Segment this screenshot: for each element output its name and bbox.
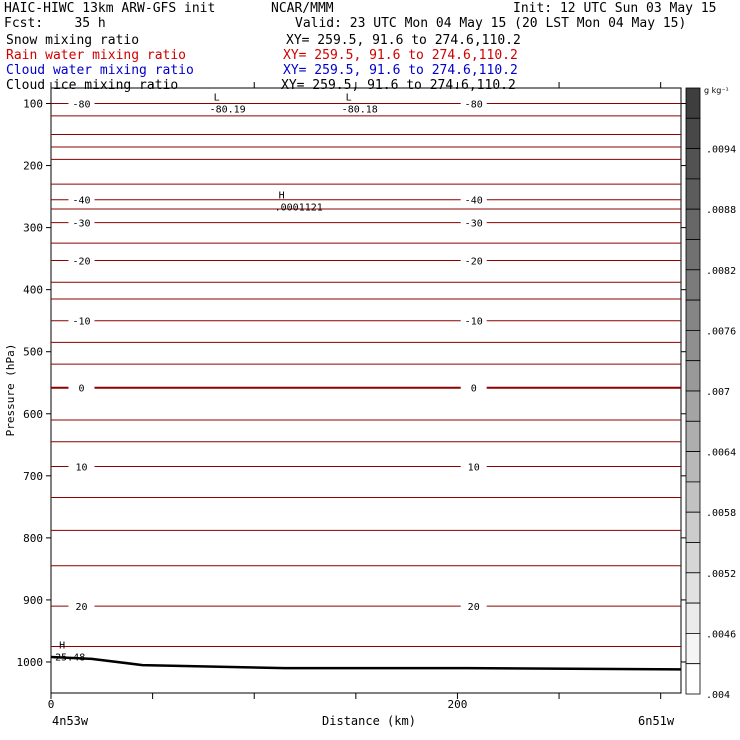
colorbar-box [686,573,700,603]
isotherm-label: -10 [72,316,91,328]
field-xy-cloud-ice: XY= 259.5, 91.6 to 274.6,110.2 [281,78,516,93]
colorbar-box [686,664,700,694]
colorbar-label: .007 [706,387,731,398]
colorbar-box [686,118,700,148]
colorbar-box [686,633,700,663]
field-xy-cloud-water: XY= 259.5, 91.6 to 274.6,110.2 [283,63,518,78]
colorbar-box [686,149,700,179]
field-name-rain: Rain water mixing ratio [6,48,187,63]
field-name-cloud-ice: Cloud ice mixing ratio [6,78,179,93]
x-tick-label: 200 [447,698,468,711]
isotherm-label: -30 [464,218,483,230]
y-tick-label: 800 [23,531,43,545]
x-axis [48,82,661,711]
isotherm-label: -20 [464,256,483,268]
field-name-snow: Snow mixing ratio [6,33,140,48]
colorbar-box [686,482,700,512]
colorbar-box [686,452,700,482]
colorbar-label: .0082 [706,265,737,277]
field-xy-rain: XY= 259.5, 91.6 to 274.6,110.2 [283,48,518,63]
colorbar-label: .0064 [706,447,737,459]
plot-frame [51,88,681,693]
colorbar-label: .0046 [706,629,737,641]
x-axis-label: Distance (km) [322,714,416,728]
isotherm-label: 20 [75,602,88,614]
isotherm-label: -20 [72,256,91,268]
colorbar-label: .0058 [706,508,737,520]
isotherm-label: 10 [75,462,88,474]
x-start-location: 4n53w [52,714,89,728]
colorbar-box [686,270,700,300]
field-xy-snow: XY= 259.5, 91.6 to 274.6,110.2 [286,33,521,48]
colorbar-box [686,361,700,391]
y-tick-label: 200 [23,159,43,173]
extremum-value: 25.48 [55,652,86,664]
init-time: Init: 12 UTC Sun 03 May 15 [513,1,717,16]
extremum-marker: H [278,190,285,202]
y-tick-label: 400 [23,283,43,297]
isotherm-label: 0 [470,383,477,395]
isotherm-label: -80 [464,99,483,111]
colorbar-label: .0094 [706,144,737,156]
y-axis [17,98,687,669]
colorbar-label: .0088 [706,205,737,217]
y-tick-label: 700 [23,469,43,483]
extremum-marker: L [345,92,352,104]
colorbar-unit: g kg⁻¹ [704,86,729,95]
colorbar-box [686,543,700,573]
colorbar-box [686,179,700,209]
isotherm-label: -40 [72,195,91,207]
y-tick-label: 500 [23,345,43,359]
colorbar-label: .0052 [706,568,737,580]
isotherm-label: -80 [72,99,91,111]
y-tick-label: 600 [23,407,43,421]
isotherm-label: -40 [464,195,483,207]
isotherm-label: -30 [72,218,91,230]
extremum-value: -80.18 [341,104,378,116]
y-axis-label: Pressure (hPa) [4,343,17,437]
isotherm-label: 10 [467,462,480,474]
colorbar-box [686,603,700,633]
x-end-location: 6n51w [638,714,675,728]
source-label: NCAR/MMM [271,1,334,16]
extremum-value: .0001121 [274,202,323,214]
colorbar-label: .0076 [706,326,737,338]
chart-title: HAIC-HIWC 13km ARW-GFS init [4,1,216,16]
extremum-value: -80.19 [209,104,246,116]
field-name-cloud-water: Cloud water mixing ratio [6,63,194,78]
y-tick-label: 900 [23,593,43,607]
colorbar-box [686,421,700,451]
isotherm-label: 0 [78,383,85,395]
extremum-marker: H [59,640,66,652]
y-tick-label: 100 [23,97,43,111]
colorbar-box [686,209,700,239]
forecast-hour: Fcst: 35 h [4,16,106,31]
extrema-labels [55,93,378,664]
extremum-marker: L [213,92,220,104]
y-tick-label: 300 [23,221,43,235]
isotherm-label: 20 [467,602,480,614]
colorbar-box [686,240,700,270]
colorbar-box [686,330,700,360]
colorbar-label: .004 [706,690,731,701]
colorbar-box [686,512,700,542]
colorbar [686,88,736,701]
temperature-contours [51,98,681,647]
y-tick-label: 1000 [16,655,43,669]
colorbar-box [686,88,700,118]
isotherm-label: -10 [464,316,483,328]
terrain-surface-line [51,657,681,669]
colorbar-box [686,300,700,330]
colorbar-box [686,391,700,421]
valid-time: Valid: 23 UTC Mon 04 May 15 (20 LST Mon 04 May 15) [295,16,687,31]
x-tick-label: 0 [47,698,55,711]
